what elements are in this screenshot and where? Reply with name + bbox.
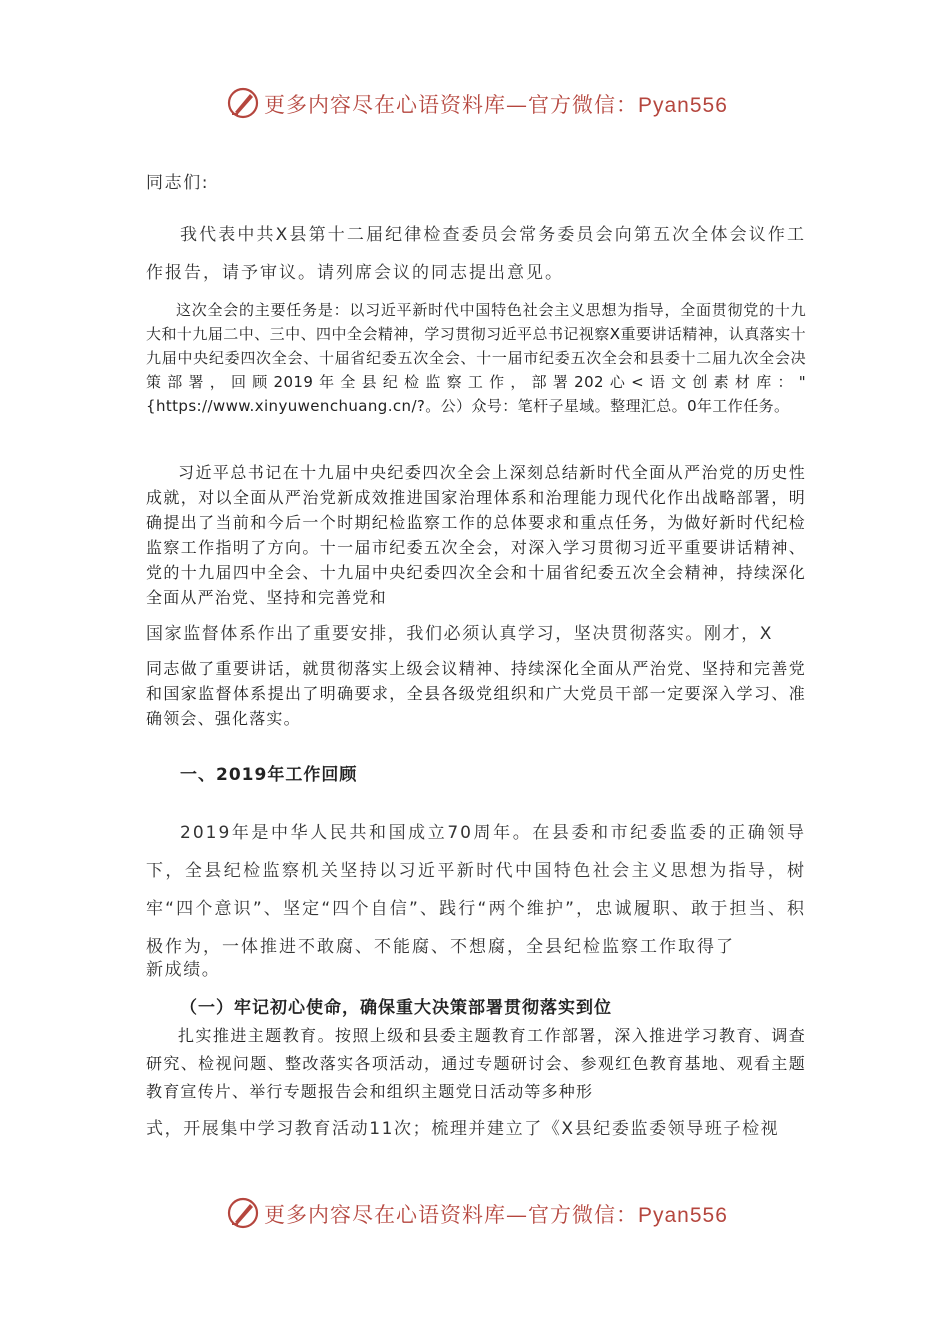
banner-wechat-id: Pyan556 bbox=[638, 1204, 728, 1227]
top-banner bbox=[0, 86, 950, 122]
paragraph-speech-summary-end: 同志做了重要讲话，就贯彻落实上级会议精神、持续深化全面从严治党、坚持和完善党和国家监督体系提出了明确要求，全县各级党组织和广大党员干部一定要深入学习、准确领会、强化落实。 bbox=[146, 659, 806, 728]
bottom-banner bbox=[0, 1196, 950, 1232]
salutation: 同志们: bbox=[146, 173, 210, 193]
paragraph-2019-review: 2019年是中华人民共和国成立70周年。在县委和市纪委监委的正确领导下，全县纪检监察机关坚持以习近平新时代中国特色社会主义思想为指导，树牢“四个意识”、坚定“四个自信”、践行“两个维护”，忠诚履职、敢于担当、积极作为，一体推进不敢腐、不能腐、不想腐，全县纪检监察工作取得了 bbox=[146, 823, 806, 957]
banner-wechat-id: Pyan556 bbox=[638, 94, 728, 117]
banner-text bbox=[264, 1199, 728, 1229]
banner-text bbox=[264, 89, 728, 119]
paragraph-main-tasks: 这次全会的主要任务是：以习近平新时代中国特色社会主义思想为指导，全面贯彻党的十九大和十九届二中、三中、四中全会精神，学习贯彻习近平总书记视察X重要讲话精神，认真落实十九届中央纪委四次全会、十届省纪委五次全会、十一届市纪委五次全会和县委十二届九次全会决策部署，回顾2019年全县纪检监察工作，部署202心<语文创素材库："{https://www.xinyuwenchuang.cn/?。公）众号：笔杆子星域。整理汇总。0年工作任务。 bbox=[146, 301, 806, 415]
paragraph-speech-summary: 习近平总书记在十九届中央纪委四次全会上深刻总结新时代全面从严治党的历史性成就，对以全面从严治党新成效推进国家治理体系和治理能力现代化作出战略部署，明确提出了当前和今后一个时期纪检监察工作的总体要求和重点任务，为做好新时代纪检监察工作指明了方向。十一届市纪委五次全会，对深入学习贯彻习近平重要讲话精神、党的十九届四中全会、十九届中央纪委四次全会和十届省纪委五次全会精神，持续深化全面从严治党、坚持和完善党和 bbox=[146, 463, 806, 607]
paragraph-2019-review-end: 新成绩。 bbox=[146, 960, 221, 980]
section-heading-review: 一、2019年工作回顾 bbox=[180, 765, 358, 785]
quill-logo-icon bbox=[226, 1196, 260, 1230]
subsection-heading-mission: （一）牢记初心使命，确保重大决策部署贯彻落实到位 bbox=[180, 998, 612, 1018]
quill-logo-icon bbox=[226, 86, 260, 120]
paragraph-intro: 我代表中共X县第十二届纪律检查委员会常务委员会向第五次全体会议作工作报告，请予审议。请列席会议的同志提出意见。 bbox=[146, 225, 806, 283]
paragraph-theme-education-cont: 式，开展集中学习教育活动11次；梳理并建立了《X县纪委监委领导班子检视 bbox=[146, 1119, 780, 1139]
paragraph-speech-summary-cont: 国家监督体系作出了重要安排，我们必须认真学习，坚决贯彻落实。刚才，X bbox=[146, 624, 774, 644]
paragraph-theme-education: 扎实推进主题教育。按照上级和县委主题教育工作部署，深入推进学习教育、调查研究、检视问题、整改落实各项活动，通过专题研讨会、参观红色教育基地、观看主题教育宣传片、举行专题报告会和组织主题党日活动等多种形 bbox=[146, 1026, 806, 1101]
banner-slogan: 更多内容尽在心语资料库—官方微信： bbox=[264, 93, 638, 117]
banner-slogan: 更多内容尽在心语资料库—官方微信： bbox=[264, 1203, 638, 1227]
